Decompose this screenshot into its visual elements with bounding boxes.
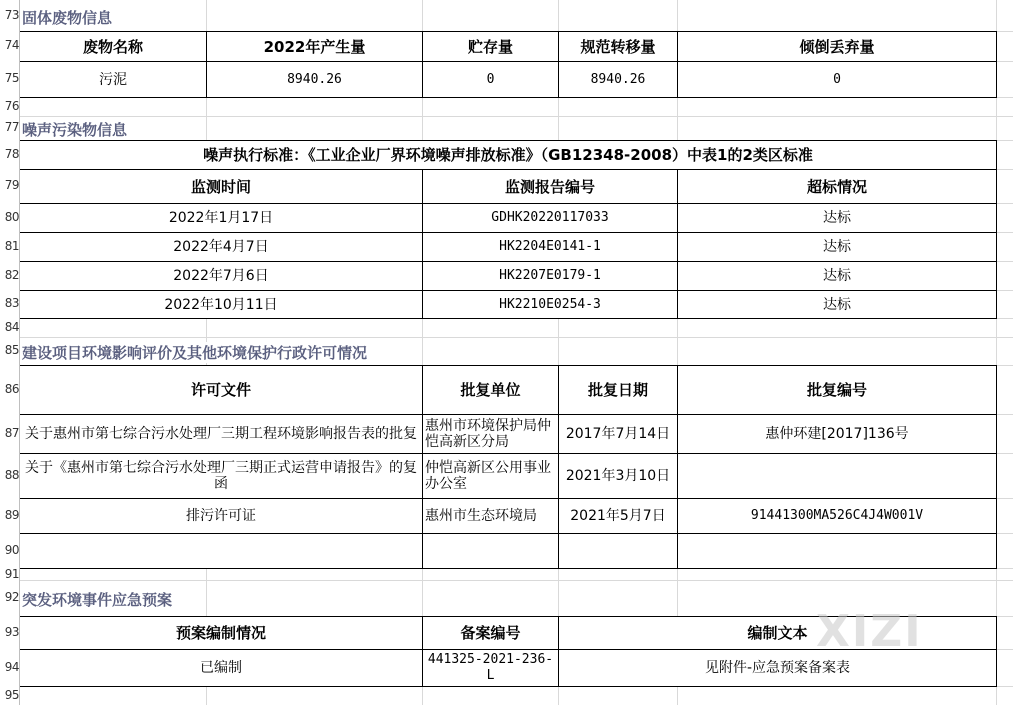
table-rule: [19, 290, 997, 291]
table-rule: [422, 169, 423, 319]
section-title: 固体废物信息: [22, 7, 116, 28]
table-cell[interactable]: [20, 534, 422, 568]
table-header-cell: 监测报告编号: [423, 170, 677, 203]
table-header-cell: 预案编制情况: [20, 617, 422, 649]
table-rule: [19, 261, 997, 262]
table-rule: [558, 365, 559, 569]
table-cell[interactable]: 441325-2021-236-L: [423, 650, 558, 686]
row-number[interactable]: 83: [4, 296, 19, 310]
section-title: 噪声污染物信息: [22, 119, 131, 140]
table-rule: [19, 203, 997, 204]
gridline-row: [19, 686, 1013, 687]
gridline-row: [19, 337, 1013, 338]
table-cell[interactable]: 达标: [678, 291, 996, 318]
table-rule: [677, 169, 678, 319]
table-cell[interactable]: 已编制: [20, 650, 422, 686]
row-number[interactable]: 84: [4, 319, 19, 334]
row-number[interactable]: 95: [4, 687, 19, 702]
row-number[interactable]: 89: [4, 507, 19, 522]
table-rule: [19, 498, 997, 499]
table-cell[interactable]: [423, 534, 558, 568]
table-rule: [19, 232, 997, 233]
gridline-col: [558, 0, 559, 705]
row-number[interactable]: 88: [4, 467, 19, 482]
row-number[interactable]: 82: [4, 267, 19, 282]
table-cell[interactable]: 2021年5月7日: [559, 499, 677, 533]
row-number[interactable]: 94: [4, 659, 19, 674]
table-header-cell: 规范转移量: [559, 32, 677, 61]
section-title: 突发环境事件应急预案: [22, 589, 176, 610]
table-header-cell: 2022年产生量: [207, 32, 422, 61]
row-number[interactable]: 91: [4, 567, 19, 581]
table-cell[interactable]: 关于惠州市第七综合污水处理厂三期工程环境影响报告表的批复: [20, 415, 422, 453]
table-cell[interactable]: HK2204E0141-1: [423, 233, 677, 261]
table-rule: [422, 365, 423, 569]
table-header-cell: 备案编号: [423, 617, 558, 649]
row-number[interactable]: 78: [4, 146, 19, 161]
table-rule: [422, 616, 423, 687]
table-header-cell: 批复日期: [559, 366, 677, 414]
row-number[interactable]: 90: [4, 542, 19, 557]
table-header-cell: 批复单位: [423, 366, 558, 414]
gridline-col: [677, 0, 678, 705]
table-rule: [206, 31, 207, 98]
table-cell[interactable]: 2022年1月17日: [20, 204, 422, 232]
gridline-row: [19, 580, 1013, 581]
table-cell[interactable]: [559, 534, 677, 568]
table-header-cell: 贮存量: [423, 32, 558, 61]
table-rule: [19, 533, 997, 534]
row-number[interactable]: 92: [4, 590, 19, 604]
row-number[interactable]: 75: [4, 71, 19, 85]
table-cell[interactable]: 惠州市生态环境局: [423, 499, 558, 533]
table-cell[interactable]: 2022年10月11日: [20, 291, 422, 318]
row-number[interactable]: 73: [4, 7, 19, 22]
table-rule: [19, 414, 997, 415]
row-number[interactable]: 74: [4, 38, 19, 52]
table-cell[interactable]: [678, 454, 996, 498]
row-header-border: [19, 0, 20, 705]
table-cell[interactable]: 见附件-应急预案备案表: [559, 650, 996, 686]
table-cell[interactable]: 8940.26: [207, 62, 422, 97]
table-cell[interactable]: 0: [423, 62, 558, 97]
row-number[interactable]: 80: [4, 209, 19, 224]
table-cell[interactable]: 污泥: [20, 62, 206, 97]
table-rule: [558, 31, 559, 98]
table-cell[interactable]: 仲恺高新区公用事业办公室: [423, 454, 558, 498]
table-cell[interactable]: 2021年3月10日: [559, 454, 677, 498]
table-cell[interactable]: 8940.26: [559, 62, 677, 97]
table-header-cell: 批复编号: [678, 366, 996, 414]
table-rule: [558, 616, 559, 687]
table-cell[interactable]: 达标: [678, 262, 996, 290]
table-cell[interactable]: 达标: [678, 204, 996, 232]
table-header-cell: 倾倒丢弃量: [678, 32, 996, 61]
table-cell[interactable]: 排污许可证: [20, 499, 422, 533]
row-number[interactable]: 87: [4, 425, 19, 440]
gridline-row: [19, 97, 1013, 98]
table-cell[interactable]: 91441300MA526C4J4W001V: [678, 499, 996, 533]
table-cell[interactable]: HK2210E0254-3: [423, 291, 677, 318]
table-cell[interactable]: 惠仲环建[2017]136号: [678, 415, 996, 453]
row-number[interactable]: 76: [4, 98, 19, 113]
row-number[interactable]: 77: [4, 120, 19, 134]
row-number[interactable]: 81: [4, 238, 19, 253]
table-cell[interactable]: 2022年7月6日: [20, 262, 422, 290]
watermark-logo: XIZI: [816, 606, 923, 657]
table-cell[interactable]: 惠州市环境保护局仲恺高新区分局: [423, 415, 558, 453]
table-rule: [677, 31, 678, 98]
table-header-cell: 监测时间: [20, 170, 422, 203]
table-rule: [19, 453, 997, 454]
row-number[interactable]: 86: [4, 381, 19, 396]
row-number[interactable]: 79: [4, 178, 19, 192]
table-cell[interactable]: [678, 534, 996, 568]
table-rule: [19, 169, 997, 170]
table-header-cell: 许可文件: [20, 366, 422, 414]
table-cell[interactable]: 2017年7月14日: [559, 415, 677, 453]
gridline-row: [19, 318, 1013, 319]
table-cell[interactable]: HK2207E0179-1: [423, 262, 677, 290]
gridline-col: [422, 0, 423, 705]
table-header-cell: 超标情况: [678, 170, 996, 203]
table-cell[interactable]: 达标: [678, 233, 996, 261]
table-cell[interactable]: GDHK20220117033: [423, 204, 677, 232]
row-number[interactable]: 85: [4, 343, 19, 357]
table-cell[interactable]: 关于《惠州市第七综合污水处理厂三期正式运营申请报告》的复函: [20, 454, 422, 498]
table-cell[interactable]: 0: [678, 62, 996, 97]
gridline-col: [996, 0, 997, 705]
gridline-row: [19, 116, 1013, 117]
section-title: 建设项目环境影响评价及其他环境保护行政许可情况: [22, 342, 371, 363]
table-header-cell: 废物名称: [20, 32, 206, 61]
table-rule: [422, 31, 423, 98]
row-number[interactable]: 93: [4, 624, 19, 639]
noise-standard-title: 噪声执行标准：《工业企业厂界环境噪声排放标准》（GB12348-2008）中表1的2类区标准: [20, 141, 996, 169]
table-cell[interactable]: 2022年4月7日: [20, 233, 422, 261]
gridline-row: [19, 568, 1013, 569]
table-header-cell: 编制文本: [559, 617, 996, 649]
table-rule: [19, 61, 997, 62]
table-rule: [677, 365, 678, 569]
